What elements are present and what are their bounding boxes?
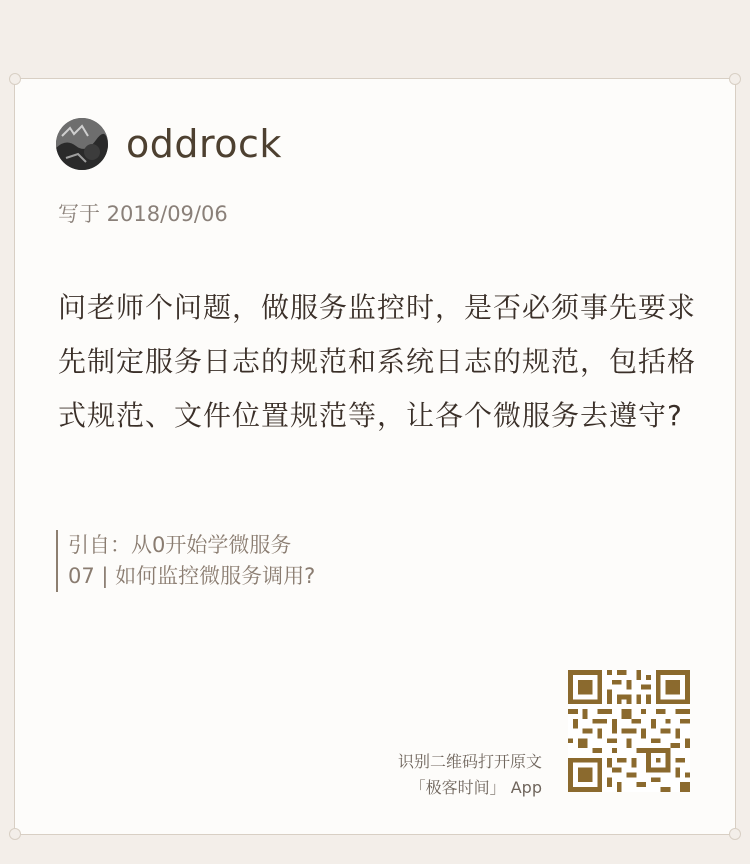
corner-ornament (729, 73, 741, 85)
corner-ornament (9, 73, 21, 85)
qr-caption-line1: 识别二维码打开原文 (397, 752, 542, 771)
username[interactable]: oddrock (126, 122, 282, 166)
qr-caption (398, 749, 542, 801)
avatar[interactable] (56, 118, 108, 170)
source-quote[interactable] (56, 530, 315, 592)
corner-ornament (9, 828, 21, 840)
post-date: 写于 2018/09/06 (58, 202, 228, 226)
quote-article-line: 07 | 如何监控微服务调用? (68, 564, 316, 588)
quote-source-line: 引自：从0开始学微服务 (68, 533, 292, 557)
qr-caption-line2: 「极客时间」 App (409, 778, 542, 797)
corner-ornament (729, 828, 741, 840)
post-content: 问老师个问题，做服务监控时，是否必须事先要求先制定服务日志的规范和系统日志的规范，包括格式规范、文件位置规范等，让各个微服务去遵守? (58, 291, 697, 432)
qr-code-icon[interactable] (568, 670, 690, 792)
